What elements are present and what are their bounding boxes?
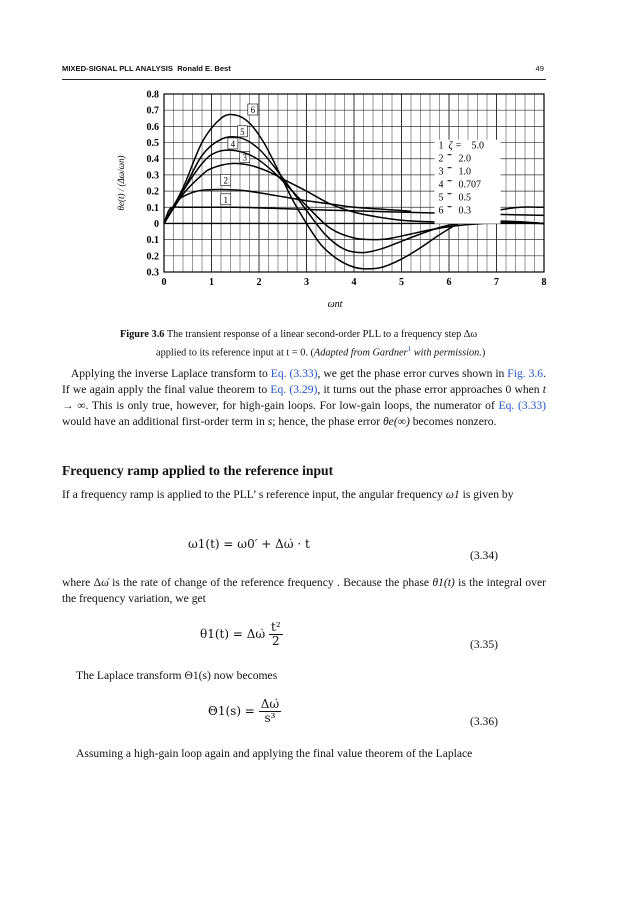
- y-tick-label: 0.8: [146, 89, 159, 101]
- page-number: 49: [535, 64, 544, 73]
- caption-line-2: applied to its reference input at t = 0. (: [156, 347, 314, 359]
- equation-number-3-34: (3.34): [470, 549, 499, 562]
- paragraph-3: where Δω̇ is the rate of change of the reference frequency . Because the phase θ1(t) is the integral over the frequency variation, we get: [62, 576, 546, 605]
- equation-number-3-35: (3.35): [470, 638, 499, 651]
- section-heading: Frequency ramp applied to the reference input: [62, 463, 334, 478]
- curve-label-1: 1: [223, 194, 228, 205]
- legend-entry-value: 0.5: [458, 192, 472, 204]
- y-tick-label: 0: [154, 218, 159, 230]
- y-tick-label: 0.1: [146, 202, 159, 214]
- transient-response-chart: [100, 86, 560, 316]
- figure-label: Figure 3.6: [120, 329, 165, 340]
- x-tick-label: 6: [446, 277, 452, 288]
- equation-number-3-36: (3.36): [470, 715, 499, 728]
- legend-entry-number: 5: [438, 192, 444, 204]
- curve-label-3: 3: [242, 152, 247, 163]
- legend-entry-value: 0.707: [458, 179, 482, 191]
- t-to-infinity: t → ∞: [62, 383, 547, 412]
- x-tick-label: 2: [256, 277, 262, 288]
- curve-label-2: 2: [223, 175, 228, 186]
- eq-3-33-link-2[interactable]: Eq. (3.33): [498, 399, 546, 412]
- legend-entry-number: 2: [438, 153, 444, 165]
- x-axis-label: ωnt: [327, 299, 343, 310]
- legend-entry-number: 4: [438, 179, 444, 191]
- caption-source: Adapted from Gardner: [313, 347, 408, 359]
- theta-1-t: θ1(t): [432, 576, 455, 589]
- caption-ref-link[interactable]: 1: [407, 345, 412, 353]
- paragraph-2: If a frequency ramp is applied to the PLL’ s reference input, the angular frequency ω1 is given by: [62, 488, 514, 501]
- legend-entry-number: 6: [438, 205, 444, 217]
- legend-entry-number: 1: [438, 140, 444, 152]
- legend-entry-value: 0.3: [458, 205, 472, 217]
- chart-legend: [435, 140, 501, 224]
- x-tick-label: 4: [351, 277, 357, 288]
- eq-3-29-link[interactable]: Eq. (3.29): [270, 383, 318, 396]
- header-author: Ronald E. Best: [177, 64, 231, 73]
- legend-title: ζ =: [448, 140, 462, 152]
- x-tick-label: 8: [541, 277, 547, 288]
- x-tick-label: 3: [304, 277, 309, 288]
- paragraph-1: Applying the inverse Laplace transform to Eq. (3.33), we get the phase error curves shown in Fig. 3.6. If we again apply the final value theorem to Eq. (3.29), it turns out the phase error approaches 0 when t → ∞. This is only true, however, for high-gain loops. For low-gain loops, the numerator of Eq. (3.33) would have an additional first-order term in s; hence, the phase error θe(∞) becomes nonzero.: [62, 367, 547, 428]
- curve-label-4: 4: [230, 138, 236, 149]
- theta-e-infinity: θe(∞): [382, 415, 410, 428]
- y-tick-label: 0.2: [146, 251, 159, 263]
- eq-3-33-link[interactable]: Eq. (3.33): [270, 367, 318, 380]
- caption-permission: with permission.: [411, 347, 482, 359]
- equation-3-34: ω1(t) = ω0′ + Δω̇ · t: [188, 537, 310, 551]
- caption-close: ): [481, 347, 486, 359]
- legend-entry-value: 1.0: [458, 166, 472, 178]
- equation-3-36: Θ1(s) = $\frac{\Delta\omegȧ}{\text{s³}}$: [208, 697, 280, 725]
- omega-1: ω1: [445, 488, 460, 501]
- paragraph-5: Assuming a high-gain loop again and applying the final value theorem of the Laplace: [76, 747, 473, 760]
- figure-caption: [120, 327, 550, 360]
- legend-entry-value: 2.0: [458, 153, 472, 165]
- x-tick-label: 1: [209, 277, 214, 288]
- equation-3-35: θ1(t) = Δω̇ $\frac{\text{t²}}{2}$: [200, 620, 281, 648]
- caption-line-1: The transient response of a linear second-order PLL to a frequency step Δω: [166, 329, 478, 340]
- x-tick-label: 0: [161, 277, 167, 288]
- y-tick-label: 0.6: [146, 121, 159, 133]
- curve-label-5: 5: [240, 126, 245, 137]
- y-tick-label: 0.1: [146, 235, 159, 247]
- y-tick-label: 0.5: [146, 138, 159, 150]
- legend-entry-value: 5.0: [471, 140, 485, 152]
- y-axis-label: θe(t) / (Δω/ωn): [116, 155, 126, 211]
- header-title: MIXED-SIGNAL PLL ANALYSIS Ronald E. Best: [62, 64, 231, 73]
- x-tick-label: 7: [494, 277, 499, 288]
- paragraph-4: The Laplace transform Θ1(s) now becomes: [76, 669, 278, 682]
- header-rule: [62, 79, 546, 80]
- curve-label-6: 6: [250, 104, 256, 115]
- x-tick-label: 5: [399, 277, 404, 288]
- y-tick-label: 0.4: [146, 154, 159, 166]
- y-tick-label: 0.3: [146, 267, 159, 279]
- running-header: [62, 64, 546, 78]
- laplace-theta-1: Θ1(s): [184, 669, 211, 682]
- delta-omega-dot: Δω̇: [93, 576, 109, 589]
- legend-entry-number: 3: [438, 166, 444, 178]
- y-tick-label: 0.2: [146, 186, 159, 198]
- fig-3-6-link[interactable]: Fig. 3.6: [507, 367, 544, 380]
- y-tick-label: 0.3: [146, 170, 159, 182]
- y-tick-label: 0.7: [146, 105, 159, 117]
